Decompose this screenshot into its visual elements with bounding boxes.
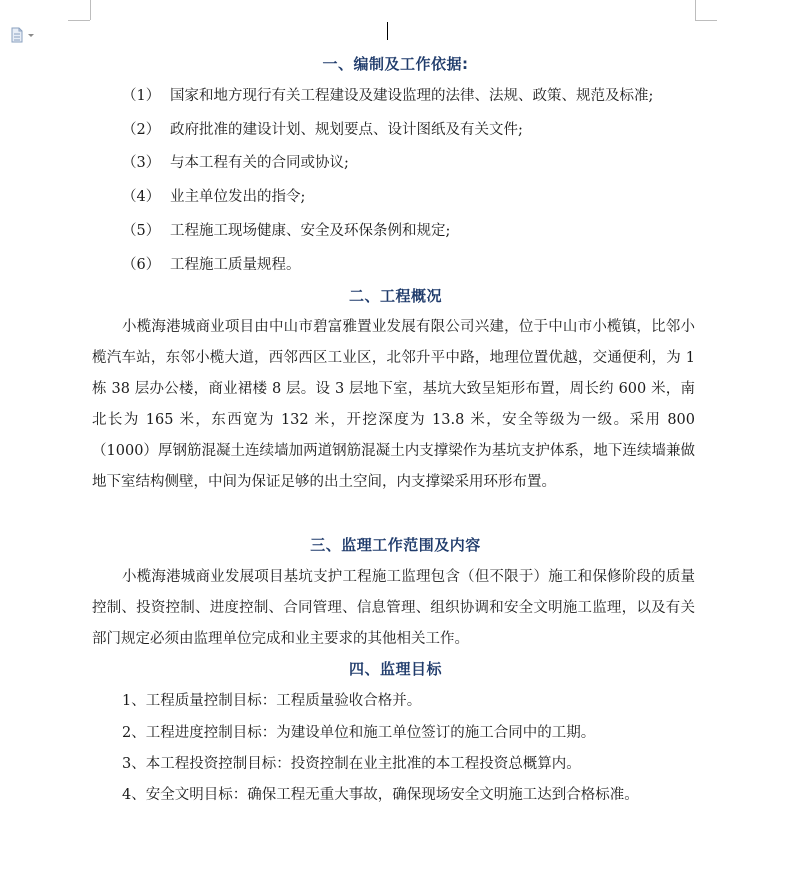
basis-item-number: （6） (122, 257, 161, 273)
basis-item-text: 工程施工现场健康、安全及环保条例和规定; (170, 223, 451, 239)
goal-item-3: 3、本工程投资控制目标：投资控制在业主批准的本工程投资总概算内。 (122, 756, 581, 772)
text-cursor (387, 22, 388, 40)
basis-item-text: 与本工程有关的合同或协议; (170, 155, 349, 171)
basis-item-2 (122, 120, 523, 140)
basis-item-1 (122, 86, 653, 106)
basis-item-3 (122, 153, 349, 173)
basis-item-4 (122, 187, 305, 207)
section-heading-scope: 三、监理工作范围及内容 (310, 536, 481, 554)
goal-item-1: 1、工程质量控制目标：工程质量验收合格并。 (122, 693, 422, 709)
basis-item-number: （5） (122, 223, 161, 239)
basis-item-6 (122, 255, 301, 275)
basis-item-5 (122, 221, 450, 241)
goal-item-4: 4、安全文明目标：确保工程无重大事故，确保现场安全文明施工达到合格标准。 (122, 787, 639, 803)
basis-item-text: 国家和地方现行有关工程建设及建设监理的法律、法规、政策、规范及标准; (170, 88, 654, 104)
basis-item-number: （4） (122, 189, 161, 205)
basis-item-text: 政府批准的建设计划、规划要点、设计图纸及有关文件; (170, 122, 523, 138)
crop-mark-top-left-vertical (90, 0, 91, 20)
basis-item-text: 业主单位发出的指令; (170, 189, 306, 205)
overview-paragraph: 小榄海港城商业项目由中山市碧富雅置业发展有限公司兴建，位于中山市小榄镇，比邻小榄汽车站，东邻小榄大道，西邻西区工业区，北邻升平中路，地理位置优越，交通便利，为 1 栋 38 层办公楼，商业裙楼 8 层。设 3 层地下室，基坑大致呈矩形布置，周长约 600 米，南北长为 165 米，东西宽为 132 米，开挖深度为 13.8 米，安全等级为一级。采用 800（1000）厚钢筋混凝土连续墙加两道钢筋混凝土内支撑梁作为基坑支护体系，地下连续墙兼做地下室结构侧壁，中间为保证足够的出土空间，内支撑梁采用环形布置。 (92, 319, 695, 490)
document-icon[interactable] (10, 27, 40, 43)
basis-item-number: （1） (122, 88, 161, 104)
section-heading-overview: 二、工程概况 (348, 287, 442, 305)
goal-item-2: 2、工程进度控制目标：为建设单位和施工单位签订的施工合同中的工期。 (122, 725, 596, 741)
scope-paragraph: 小榄海港城商业发展项目基坑支护工程施工监理包含（但不限于）施工和保修阶段的质量控制、投资控制、进度控制、合同管理、信息管理、组织协调和安全文明施工监理，以及有关部门规定必须由监理单位完成和业主要求的其他相关工作。 (92, 569, 695, 647)
basis-item-number: （2） (122, 122, 161, 138)
basis-item-text: 工程施工质量规程。 (170, 257, 301, 273)
crop-mark-top-left-horizontal (68, 20, 90, 21)
section-heading-goals: 四、监理目标 (348, 660, 442, 678)
crop-mark-top-right-vertical (695, 0, 696, 20)
section-heading-basis: 一、编制及工作依据: (322, 55, 469, 73)
basis-item-number: （3） (122, 155, 161, 171)
crop-mark-top-right-horizontal (695, 20, 717, 21)
